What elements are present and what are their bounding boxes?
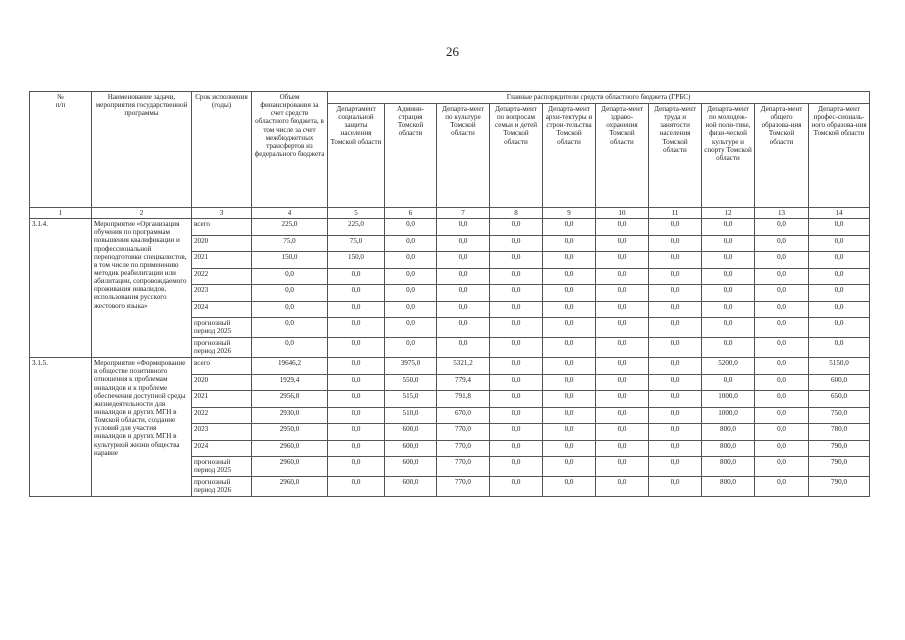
department-value-cell: 0,0: [437, 338, 490, 358]
department-value-cell: 0,0: [755, 318, 809, 338]
department-value-cell: 0,0: [328, 268, 385, 285]
department-value-cell: 0,0: [809, 338, 870, 358]
header-department: Департа-мент по молодеж-ной поли-тике, физи-ческой культуре и спорту Томской области: [702, 104, 755, 208]
column-number: 2: [92, 208, 192, 219]
total-value-cell: 1929,4: [252, 374, 328, 391]
department-value-cell: 600,0: [385, 477, 437, 497]
department-value-cell: 0,0: [596, 219, 649, 236]
total-value-cell: 150,0: [252, 252, 328, 269]
department-value-cell: 0,0: [809, 285, 870, 302]
period-cell: прогнозный период 2026: [192, 477, 252, 497]
department-value-cell: 0,0: [543, 477, 596, 497]
department-value-cell: 0,0: [755, 374, 809, 391]
department-value-cell: 0,0: [543, 318, 596, 338]
period-cell: всего: [192, 219, 252, 236]
department-value-cell: 0,0: [490, 318, 543, 338]
department-value-cell: 0,0: [543, 235, 596, 252]
department-value-cell: 0,0: [649, 268, 702, 285]
department-value-cell: 0,0: [490, 374, 543, 391]
department-value-cell: 0,0: [490, 440, 543, 457]
header-volume: Объем финансирования за счет средств областного бюджета, в том числе за счет межбюджетных трансфертов из федерального бюджета: [252, 92, 328, 208]
department-value-cell: 790,0: [809, 477, 870, 497]
department-value-cell: 0,0: [596, 252, 649, 269]
department-value-cell: 0,0: [490, 235, 543, 252]
department-value-cell: 0,0: [437, 318, 490, 338]
column-number: 9: [543, 208, 596, 219]
department-value-cell: 0,0: [490, 268, 543, 285]
department-value-cell: 0,0: [702, 252, 755, 269]
department-value-cell: 0,0: [328, 301, 385, 318]
measure-name: Мероприятие «Организация обучения по программам повышения квалификации и профессиональной переподготовки специалистов, в том числе по применению методик реабилитации или абилитации, сопровождаемого проживания инвалидов, использования русского жестового языка»: [92, 219, 192, 358]
department-value-cell: 0,0: [328, 391, 385, 408]
department-value-cell: 150,0: [328, 252, 385, 269]
department-value-cell: 0,0: [596, 374, 649, 391]
department-value-cell: 0,0: [596, 338, 649, 358]
department-value-cell: 0,0: [596, 391, 649, 408]
department-value-cell: 0,0: [809, 219, 870, 236]
period-cell: прогнозный период 2025: [192, 318, 252, 338]
department-value-cell: 0,0: [755, 457, 809, 477]
department-value-cell: 0,0: [490, 358, 543, 375]
department-value-cell: 650,0: [809, 391, 870, 408]
total-value-cell: 2950,0: [252, 424, 328, 441]
department-value-cell: 800,0: [702, 457, 755, 477]
header-department: Департа-мент архи-тектуры и строи-тельства Томской области: [543, 104, 596, 208]
column-number: 1: [30, 208, 92, 219]
department-value-cell: 0,0: [328, 318, 385, 338]
department-value-cell: 600,0: [385, 457, 437, 477]
department-value-cell: 75,0: [328, 235, 385, 252]
department-value-cell: 800,0: [702, 440, 755, 457]
department-value-cell: 0,0: [649, 440, 702, 457]
department-value-cell: 0,0: [596, 424, 649, 441]
department-value-cell: 0,0: [490, 252, 543, 269]
column-number: 3: [192, 208, 252, 219]
department-value-cell: 0,0: [702, 374, 755, 391]
header-task-name: Наименование задачи, мероприятия государственной программы: [92, 92, 192, 208]
department-value-cell: 0,0: [755, 301, 809, 318]
department-value-cell: 0,0: [385, 252, 437, 269]
period-cell: 2023: [192, 285, 252, 302]
department-value-cell: 0,0: [596, 457, 649, 477]
department-value-cell: 0,0: [702, 285, 755, 302]
department-value-cell: 780,0: [809, 424, 870, 441]
total-value-cell: 2930,0: [252, 407, 328, 424]
department-value-cell: 0,0: [437, 301, 490, 318]
department-value-cell: 790,0: [809, 440, 870, 457]
department-value-cell: 515,0: [385, 391, 437, 408]
department-value-cell: 0,0: [649, 391, 702, 408]
department-value-cell: 0,0: [543, 268, 596, 285]
department-value-cell: 0,0: [543, 424, 596, 441]
total-value-cell: 0,0: [252, 338, 328, 358]
column-number: 13: [755, 208, 809, 219]
department-value-cell: 0,0: [328, 407, 385, 424]
total-value-cell: 75,0: [252, 235, 328, 252]
department-value-cell: 0,0: [328, 285, 385, 302]
department-value-cell: 0,0: [490, 407, 543, 424]
column-number: 10: [596, 208, 649, 219]
department-value-cell: 770,0: [437, 440, 490, 457]
department-value-cell: 0,0: [649, 477, 702, 497]
department-value-cell: 1000,0: [702, 407, 755, 424]
department-value-cell: 0,0: [543, 440, 596, 457]
period-cell: 2021: [192, 391, 252, 408]
department-value-cell: 0,0: [543, 358, 596, 375]
department-value-cell: 0,0: [328, 338, 385, 358]
department-value-cell: 0,0: [755, 440, 809, 457]
department-value-cell: 0,0: [385, 219, 437, 236]
column-number: 8: [490, 208, 543, 219]
column-number: 12: [702, 208, 755, 219]
department-value-cell: 5150,0: [809, 358, 870, 375]
department-value-cell: 600,0: [385, 440, 437, 457]
department-value-cell: 600,0: [809, 374, 870, 391]
total-value-cell: 0,0: [252, 268, 328, 285]
department-value-cell: 0,0: [543, 338, 596, 358]
department-value-cell: 0,0: [702, 301, 755, 318]
department-value-cell: 0,0: [755, 477, 809, 497]
department-value-cell: 0,0: [755, 252, 809, 269]
department-value-cell: 0,0: [702, 268, 755, 285]
column-number: 4: [252, 208, 328, 219]
department-value-cell: 0,0: [809, 252, 870, 269]
department-value-cell: 0,0: [490, 424, 543, 441]
department-value-cell: 0,0: [543, 219, 596, 236]
department-value-cell: 770,0: [437, 477, 490, 497]
header-department: Департа-мент по культуре Томской области: [437, 104, 490, 208]
total-value-cell: 2956,8: [252, 391, 328, 408]
total-value-cell: 19646,2: [252, 358, 328, 375]
department-value-cell: 0,0: [702, 235, 755, 252]
department-value-cell: 790,0: [809, 457, 870, 477]
department-value-cell: 0,0: [809, 268, 870, 285]
department-value-cell: 0,0: [809, 235, 870, 252]
department-value-cell: 670,0: [437, 407, 490, 424]
department-value-cell: 0,0: [649, 301, 702, 318]
total-value-cell: 225,0: [252, 219, 328, 236]
department-value-cell: 0,0: [328, 358, 385, 375]
department-value-cell: 0,0: [649, 374, 702, 391]
department-value-cell: 0,0: [702, 338, 755, 358]
header-department: Департа-мент профес-сиональ-ного образова-ния Томской области: [809, 104, 870, 208]
department-value-cell: 0,0: [328, 457, 385, 477]
department-value-cell: 0,0: [755, 285, 809, 302]
department-value-cell: 5321,2: [437, 358, 490, 375]
department-value-cell: 0,0: [809, 318, 870, 338]
header-num: № п/п: [30, 92, 92, 208]
period-cell: всего: [192, 358, 252, 375]
department-value-cell: 510,0: [385, 407, 437, 424]
department-value-cell: 225,0: [328, 219, 385, 236]
department-value-cell: 0,0: [328, 424, 385, 441]
measure-code: 3.1.4.: [30, 219, 92, 358]
department-value-cell: 0,0: [755, 358, 809, 375]
department-value-cell: 0,0: [755, 338, 809, 358]
header-department: Департа-мент по вопросам семьи и детей Томской области: [490, 104, 543, 208]
department-value-cell: 600,0: [385, 424, 437, 441]
header-department: Департа-мент здраво-охранения Томской области: [596, 104, 649, 208]
department-value-cell: 770,0: [437, 424, 490, 441]
period-cell: 2020: [192, 235, 252, 252]
department-value-cell: 0,0: [437, 252, 490, 269]
department-value-cell: 779,4: [437, 374, 490, 391]
period-cell: 2022: [192, 268, 252, 285]
department-value-cell: 0,0: [437, 285, 490, 302]
department-value-cell: 1000,0: [702, 391, 755, 408]
department-value-cell: 0,0: [385, 301, 437, 318]
table-row: [30, 219, 870, 236]
department-value-cell: 0,0: [543, 391, 596, 408]
department-value-cell: 0,0: [385, 285, 437, 302]
column-number: 14: [809, 208, 870, 219]
period-cell: прогнозный период 2026: [192, 338, 252, 358]
period-cell: прогнозный период 2025: [192, 457, 252, 477]
period-cell: 2024: [192, 440, 252, 457]
department-value-cell: 0,0: [755, 235, 809, 252]
department-value-cell: 0,0: [596, 301, 649, 318]
department-value-cell: 0,0: [437, 219, 490, 236]
department-value-cell: 0,0: [490, 285, 543, 302]
header-grbs-title: Главные распорядители средств областного бюджета (ГРБС): [328, 92, 870, 104]
department-value-cell: 800,0: [702, 477, 755, 497]
department-value-cell: 0,0: [596, 477, 649, 497]
department-value-cell: 0,0: [437, 268, 490, 285]
department-value-cell: 0,0: [596, 235, 649, 252]
total-value-cell: 2960,0: [252, 440, 328, 457]
table-row: [30, 358, 870, 375]
department-value-cell: 3975,0: [385, 358, 437, 375]
department-value-cell: 0,0: [649, 252, 702, 269]
department-value-cell: 0,0: [755, 407, 809, 424]
department-value-cell: 0,0: [755, 268, 809, 285]
department-value-cell: 750,0: [809, 407, 870, 424]
total-value-cell: 0,0: [252, 318, 328, 338]
department-value-cell: 0,0: [596, 285, 649, 302]
column-number: 6: [385, 208, 437, 219]
period-cell: 2021: [192, 252, 252, 269]
department-value-cell: 0,0: [649, 318, 702, 338]
department-value-cell: 0,0: [328, 440, 385, 457]
department-value-cell: 0,0: [328, 374, 385, 391]
department-value-cell: 0,0: [649, 457, 702, 477]
department-value-cell: 0,0: [437, 235, 490, 252]
column-number: 5: [328, 208, 385, 219]
department-value-cell: 791,8: [437, 391, 490, 408]
budget-table: [29, 91, 870, 497]
department-value-cell: 0,0: [596, 407, 649, 424]
department-value-cell: 0,0: [543, 252, 596, 269]
period-cell: 2023: [192, 424, 252, 441]
department-value-cell: 0,0: [809, 301, 870, 318]
table-body: [30, 219, 870, 497]
department-value-cell: 0,0: [385, 268, 437, 285]
department-value-cell: 0,0: [702, 318, 755, 338]
department-value-cell: 0,0: [490, 477, 543, 497]
column-number-row: [30, 208, 870, 219]
department-value-cell: 0,0: [649, 358, 702, 375]
department-value-cell: 0,0: [543, 457, 596, 477]
total-value-cell: 0,0: [252, 301, 328, 318]
department-value-cell: 0,0: [490, 219, 543, 236]
department-value-cell: 0,0: [649, 424, 702, 441]
department-value-cell: 800,0: [702, 424, 755, 441]
total-value-cell: 0,0: [252, 285, 328, 302]
period-cell: 2022: [192, 407, 252, 424]
department-value-cell: 0,0: [755, 424, 809, 441]
header-department: Департа-мент общего образова-ния Томской области: [755, 104, 809, 208]
department-value-cell: 0,0: [385, 235, 437, 252]
department-value-cell: 0,0: [755, 219, 809, 236]
department-value-cell: 770,0: [437, 457, 490, 477]
department-value-cell: 0,0: [543, 301, 596, 318]
header-period: Срок исполнения (годы): [192, 92, 252, 208]
page-number: 26: [446, 44, 459, 59]
department-value-cell: 0,0: [596, 318, 649, 338]
department-value-cell: 5200,0: [702, 358, 755, 375]
department-value-cell: 0,0: [755, 391, 809, 408]
period-cell: 2024: [192, 301, 252, 318]
department-value-cell: 0,0: [385, 318, 437, 338]
department-value-cell: 0,0: [649, 407, 702, 424]
department-value-cell: 0,0: [596, 268, 649, 285]
header-row-1: [30, 92, 870, 104]
header-department: Департа-мент труда и занятости населения Томской области: [649, 104, 702, 208]
total-value-cell: 2960,0: [252, 477, 328, 497]
department-value-cell: 0,0: [385, 338, 437, 358]
department-value-cell: 0,0: [543, 374, 596, 391]
department-value-cell: 0,0: [596, 358, 649, 375]
department-value-cell: 0,0: [649, 285, 702, 302]
department-value-cell: 0,0: [490, 338, 543, 358]
department-value-cell: 0,0: [490, 457, 543, 477]
department-value-cell: 0,0: [649, 235, 702, 252]
measure-code: 3.1.5.: [30, 358, 92, 497]
department-value-cell: 0,0: [490, 301, 543, 318]
measure-name: Мероприятие «Формирование в обществе позитивного отношения к проблемам инвалидов и к проблеме обеспечения доступной среды жизнедеятельности для инвалидов и других МГН в Томской области, создание условий для участия инвалидов и других МГН в культурной жизни общества наравне: [92, 358, 192, 497]
department-value-cell: 0,0: [649, 219, 702, 236]
department-value-cell: 0,0: [596, 440, 649, 457]
period-cell: 2020: [192, 374, 252, 391]
department-value-cell: 0,0: [543, 407, 596, 424]
column-number: 7: [437, 208, 490, 219]
header-department: Админи-страция Томской области: [385, 104, 437, 208]
header-department: Департамент социальной защиты населения Томской области: [328, 104, 385, 208]
total-value-cell: 2960,0: [252, 457, 328, 477]
column-number: 11: [649, 208, 702, 219]
department-value-cell: 0,0: [649, 338, 702, 358]
department-value-cell: 0,0: [702, 219, 755, 236]
department-value-cell: 550,0: [385, 374, 437, 391]
department-value-cell: 0,0: [328, 477, 385, 497]
department-value-cell: 0,0: [490, 391, 543, 408]
department-value-cell: 0,0: [543, 285, 596, 302]
